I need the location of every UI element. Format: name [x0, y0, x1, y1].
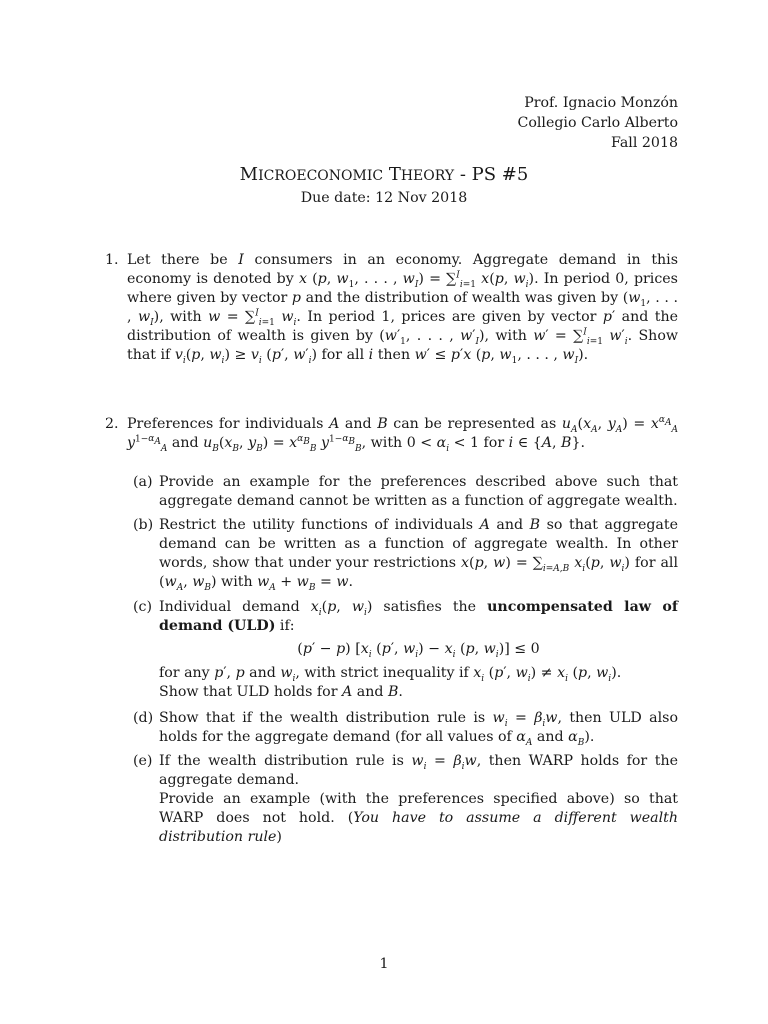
author-name: Prof. Ignacio Monzón: [524, 95, 678, 111]
title-block: [0, 163, 768, 208]
part-label: (d): [133, 710, 154, 726]
problem-2b: [133, 516, 678, 593]
problem-2-rendered: Preferences for individuals A and B can be represented as $u_A(x_A$, $y_A) = x^{\alpha_A}_A$ $y^{1-\alpha_A}_A$ and $u_B(x_B$, $y_B) = x^{\alpha_B}_B$ $y^{1-\alpha_B}_B$, with $0 < \alpha_i < 1$ for i ∈ {A, B}.: [127, 415, 678, 454]
uld-equation: (p′ − p) [$x_i$ (p′, $w_i) - x_i$ (p, $w_i)] \le 0$: [297, 641, 540, 660]
due-date: Due date: 12 Nov 2018: [300, 190, 468, 206]
problem-number: 2.: [105, 416, 119, 432]
header-block: [517, 93, 678, 153]
document-title: MICROECONOMIC THEORY - PS #5: [239, 164, 529, 185]
part-a-text: Provide an example for the preferences described above such that aggregate demand cannot be written as a function of aggregate wealth.: [159, 474, 678, 509]
part-label: (e): [133, 753, 153, 769]
part-c-rendered: Individual demand $x_i(p$, $w_i$) satisfies the uncompensated law of demand (ULD) if: (p′ − p) [$x_i$ (p′, $w_i) - x_i$ (p, $w_i)] \le 0$ for any p′, p and $w_i$, with strict inequality if $x_i$ (p′, $w_i) \ne x_i$ (p, $w_i$). Show that ULD holds for A and B.: [159, 599, 678, 700]
problem-2e: [133, 752, 678, 847]
problem-2a: [133, 473, 678, 511]
term: Fall 2018: [610, 135, 678, 151]
part-e-rendered: If the wealth distribution rule is $w_i = \beta_iw$, then WARP holds for the aggregate demand. Provide an example (with the preferences specified above) so that WARP does not hold. (You have to assume a different wealth distribution rule): [159, 753, 678, 845]
page-number: 1: [379, 956, 389, 972]
problem-1-rendered: Let there be I consumers in an economy. Aggregate demand in this economy is denoted by x (p, $w_1$, . . . , $w_I) = \sum^I_{i=1}$ x(p, $w_i$). In period 0, prices where given by vector p and the distribution of wealth was given by ($w_1$, . . . , $w_I$), with w = ∑$^I_{i=1}$ $w_i$. In period 1, prices are given by vector p′ and the distribution of wealth is given by ($w'_1$, . . . , $w'_I$), with w′ = ∑$^I_{i=1}$ $w'_i$. Show that if $v_i(p$, $w_i) \ge v_i$ (p′, $w'_i$) for all i then w′ ≤ p′x (p, $w_1$, . . . , $w_I$).: [127, 252, 679, 366]
problem-2d: [133, 709, 678, 748]
part-d-rendered: Show that if the wealth distribution rule is $w_i = \beta_iw$, then ULD also holds for the aggregate demand (for all values of $\alpha_A$ and $\alpha_B$).: [159, 710, 678, 748]
problem-number: 1.: [105, 252, 119, 268]
problem-2c: [133, 598, 678, 702]
part-b-rendered: Restrict the utility functions of individuals A and B so that aggregate demand can be written as a function of aggregate wealth. In other words, show that under your restrictions x(p, $w) = \sum_{i=A,B}$ $x_i(p$, $w_i$) for all ($w_A$, $w_B$) with $w_A + w_B = w$.: [159, 517, 678, 593]
part-label: (b): [133, 517, 154, 533]
problem-1: [105, 251, 679, 366]
part-label: (c): [133, 599, 153, 615]
institution-name: Collegio Carlo Alberto: [517, 115, 678, 131]
problem-2: [105, 415, 678, 454]
part-label: (a): [133, 474, 153, 490]
